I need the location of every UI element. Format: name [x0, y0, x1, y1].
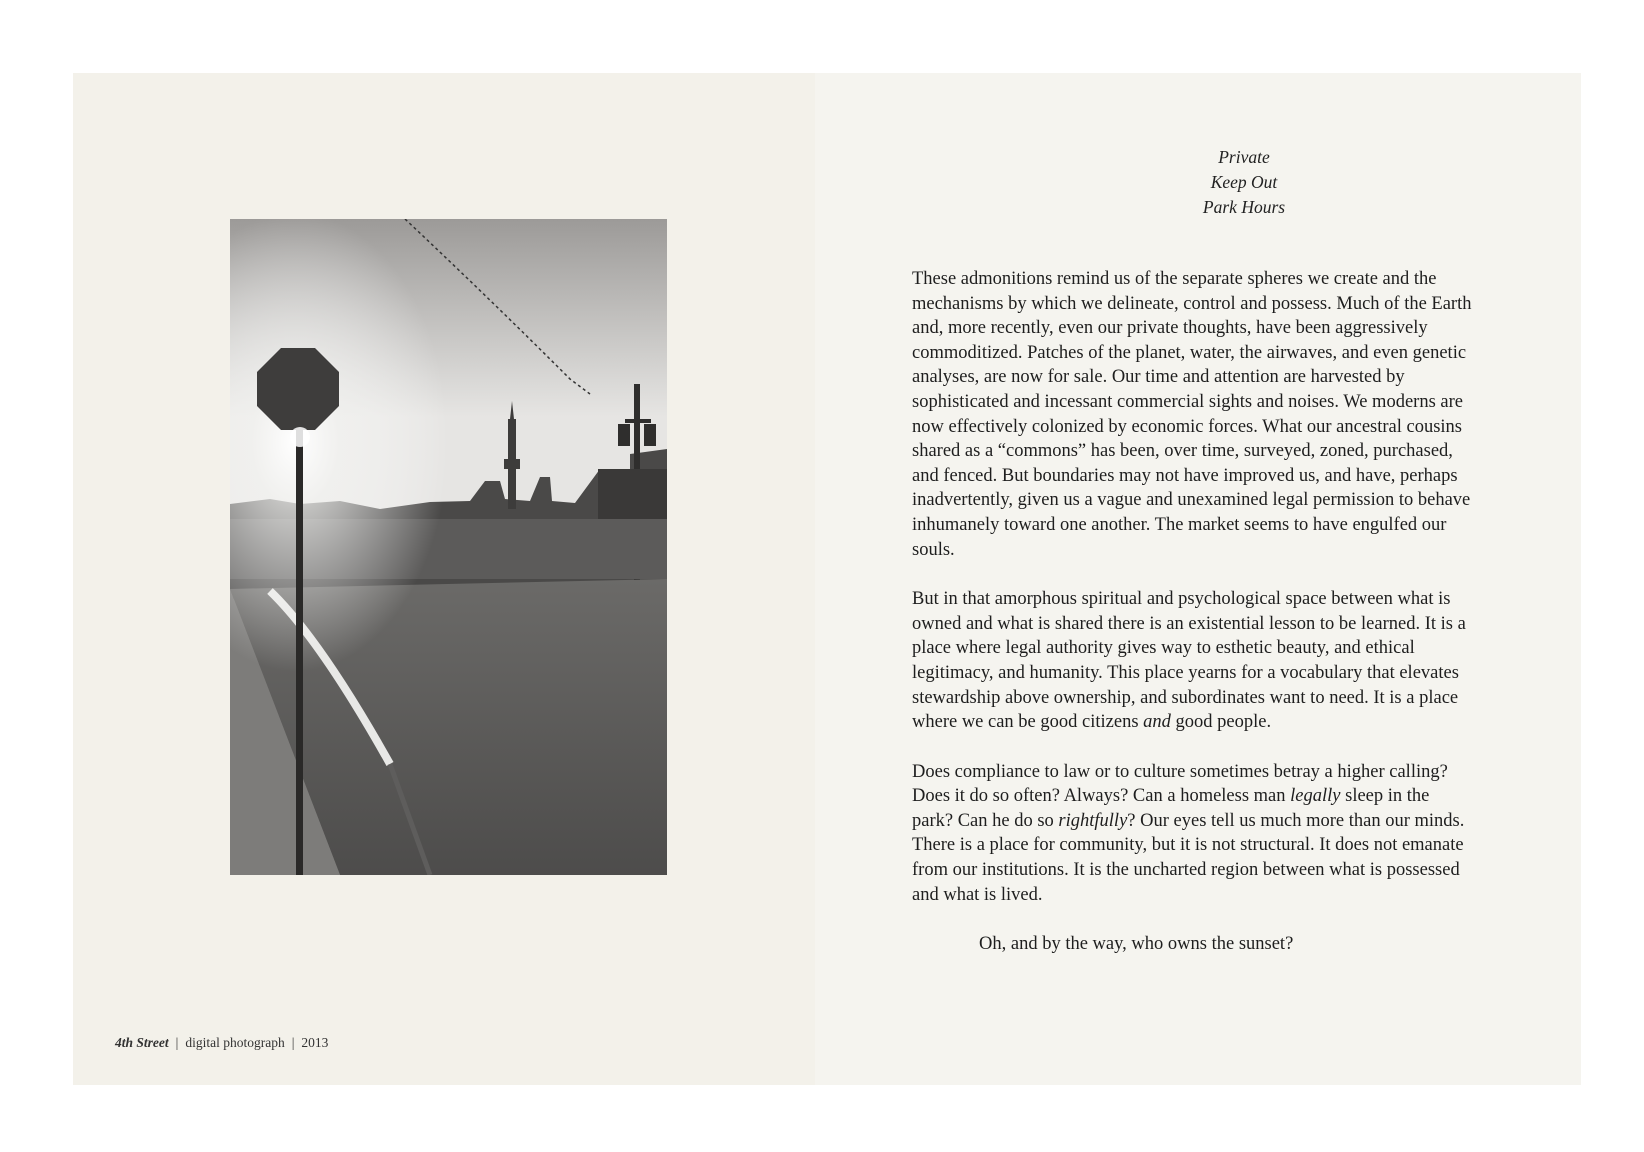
- photo-caption: [115, 1035, 328, 1051]
- essay-paragraph-1: These admonitions remind us of the separate spheres we create and the mechanisms by which we delineate, control and possess. Much of the Earth and, more recently, even our private thoughts, have been aggressively commoditized. Patches of the planet, water, the airwaves, and even genetic analyses, are now for sale. Our time and attention are harvested by sophisticated and incessant commercial sights and noises. We moderns are now effectively colonized by economic forces. What our ancestral cousins shared as a “commons” has been, over time, surveyed, zoned, purchased, and fenced. But boundaries may not have improved us, and have, perhaps inadvertently, given us a vague and unexamined legal permission to behave inhumanely toward one another. The market seems to have engulfed our souls.: [912, 269, 1472, 560]
- paragraph-3-text: Does compliance to law or to culture sometimes betray a higher calling? Does it do so often? Always? Can a homeless man: [912, 761, 1448, 807]
- paragraph-2-emphasis: and: [1143, 712, 1171, 733]
- paragraph-2-text-end: good people.: [1170, 712, 1272, 733]
- essay-text: [912, 267, 1472, 982]
- street-photograph: [230, 219, 667, 875]
- paragraph-3-emphasis-legally: legally: [1290, 786, 1341, 807]
- sign-private: Private: [1218, 147, 1270, 167]
- caption-year: 2013: [301, 1035, 329, 1050]
- right-page: [815, 73, 1581, 1085]
- essay-paragraph-3: [912, 760, 1472, 908]
- essay-closing-line: Oh, and by the way, who owns the sunset?: [979, 934, 1294, 955]
- book-spread: [73, 73, 1581, 1085]
- caption-title: 4th Street: [115, 1035, 169, 1050]
- sign-park-hours: Park Hours: [1202, 197, 1286, 217]
- caption-separator-2: |: [291, 1035, 295, 1050]
- caption-medium: digital photograph: [185, 1035, 285, 1050]
- essay-paragraph-2: [912, 587, 1472, 735]
- sign-keep-out: Keep Out: [1210, 172, 1278, 192]
- paragraph-3-text-end: ? Our eyes tell us much more than our minds. There is a place for community, but it is not structural. It does not emanate from our institutions. It is the uncharted region between what is possessed and what is lived.: [912, 810, 1465, 905]
- paragraph-2-text: But in that amorphous spiritual and psychological space between what is owned and what is shared there is an existential lesson to be learned. It is a place where legal authority gives way to esthetic beauty, and ethical legitimacy, and humanity. This place yearns for a vocabulary that elevates stewardship above ownership, and subordinates want to need. It is a place where we can be good citizens: [912, 589, 1466, 733]
- caption-separator: |: [175, 1035, 179, 1050]
- paragraph-3-emphasis-rightfully: rightfully: [1058, 810, 1128, 831]
- left-page: [73, 73, 815, 1085]
- sign-list: [815, 145, 1581, 220]
- paragraph-3-text-mid: sleep in the park? Can he do so: [912, 786, 1430, 831]
